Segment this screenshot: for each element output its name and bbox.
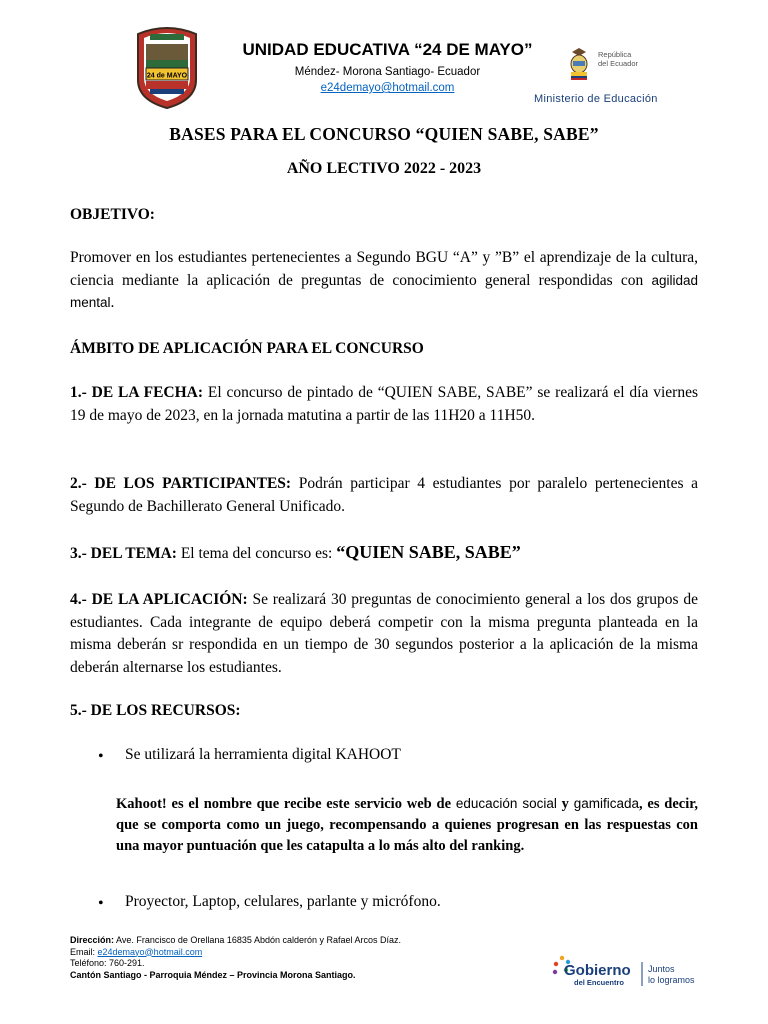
kahoot-text-a: Kahoot! es el nombre que recibe este servicio web de [116,796,456,812]
footer-canton: Cantón Santiago - Parroquia Méndez – Provincia Morona Santiago. [70,969,356,980]
kahoot-text-c: y [556,796,574,812]
republica-line1: República [598,50,632,59]
crest-text: 24 de MAYO [146,72,188,80]
school-year: AÑO LECTIVO 2022 - 2023 [286,160,482,177]
kahoot-text-e: , es decir, que se comporta como un juego, recompensando a quienes progresan en las respuestas con una mayor puntuación que les catapulta a lo más alto del ranking. [116,796,698,854]
ecuador-seal-icon [566,46,592,80]
footer-contact [70,935,401,981]
document-title: BASES PARA EL CONCURSO “QUIEN SABE, SABE” [169,124,599,144]
bullet-kahoot: Se utilizará la herramienta digital KAHOOT [125,746,401,763]
footer-address [70,935,401,947]
footer-email-label: Email: [70,946,98,957]
item-tema [70,541,698,566]
item-recursos-heading: 5.- DE LOS RECURSOS: [70,702,241,719]
republica-label [598,50,638,68]
bullet-marker: • [98,748,104,765]
republica-line2: del Ecuador [598,59,639,68]
school-email-link[interactable]: e24demayo@hotmail.com [320,82,455,94]
item-fecha-label: 1.- DE LA FECHA: [70,384,204,401]
item-participantes [70,473,698,518]
kahoot-description [116,793,698,857]
item-fecha-text: El concurso de pintado de “QUIEN SABE, SABE” se realizará el día viernes 19 de mayo de 2023, en la jornada matutina a partir de las 11H20 a 11H50. [70,384,698,424]
kahoot-text-b: educación social [455,796,557,811]
bullet-equipment: Proyector, Laptop, celulares, parlante y micrófono. [125,893,441,910]
objetivo-heading: OBJETIVO: [70,206,155,223]
bullet-marker: • [98,895,104,912]
objetivo-text-a: Promover en los estudiantes pertenecientes a Segundo BGU “A” y ”B” el aprendizaje de la cultura, ciencia mediante la aplicación de preguntas de conocimiento general respondidas con [70,249,698,289]
objetivo-paragraph [70,247,698,315]
ministry-name: Ministerio de Educación [534,93,658,105]
item-aplicacion [70,589,698,679]
ministry-logo [528,46,698,108]
footer-address-text: Ave. Francisco de Orellana 16835 Abdón calderón y Rafael Arcos Díaz. [114,935,402,945]
kahoot-text-d: gamificada [573,796,639,811]
ambito-heading: ÁMBITO DE APLICACIÓN PARA EL CONCURSO [70,340,424,357]
school-location: Méndez- Morona Santiago- Ecuador [294,66,481,78]
footer-email [70,947,401,959]
gobierno-del-encuentro-logo [550,950,710,992]
item-fecha [70,382,698,427]
objetivo-text-c: . [110,294,115,311]
item-aplicacion-label: 4.- DE LA APLICACIÓN: [70,591,248,608]
item-tema-label: 3.- DEL TEMA: [70,545,177,562]
item-participantes-label: 2.- DE LOS PARTICIPANTES: [70,475,292,492]
item-participantes-text: Podrán participar 4 estudiantes por paralelo pertenecientes a Segundo de Bachillerato General Unificado. [70,475,698,515]
item-tema-text: El tema del concurso es: [176,545,337,562]
item-aplicacion-text: Se realizará 30 preguntas de conocimiento general a los dos grupos de estudiantes. Cada integrante de equipo deberá competir con la misma pregunta planteada en la misma deberán sr respondida en un tiempo de 30 segundos posterior a la aplicación de la misma deberán alternarse los estudiantes. [70,591,698,676]
school-name: UNIDAD EDUCATIVA “24 DE MAYO” [242,40,533,59]
gob-slogan1: Juntos [648,964,675,974]
footer-email-link[interactable]: e24demayo@hotmail.com [97,946,203,957]
footer-address-label: Dirección: [70,935,115,945]
item-tema-theme: “QUIEN SABE, SABE” [336,542,521,562]
objetivo-text-b: agilidad mental [70,272,698,310]
gob-word1: Gobierno [564,962,631,979]
school-crest-logo [130,24,204,110]
gob-slogan2: lo logramos [648,975,695,985]
footer-phone: Teléfono: 760-291. [70,958,145,968]
gob-word2: del Encuentro [574,978,625,987]
